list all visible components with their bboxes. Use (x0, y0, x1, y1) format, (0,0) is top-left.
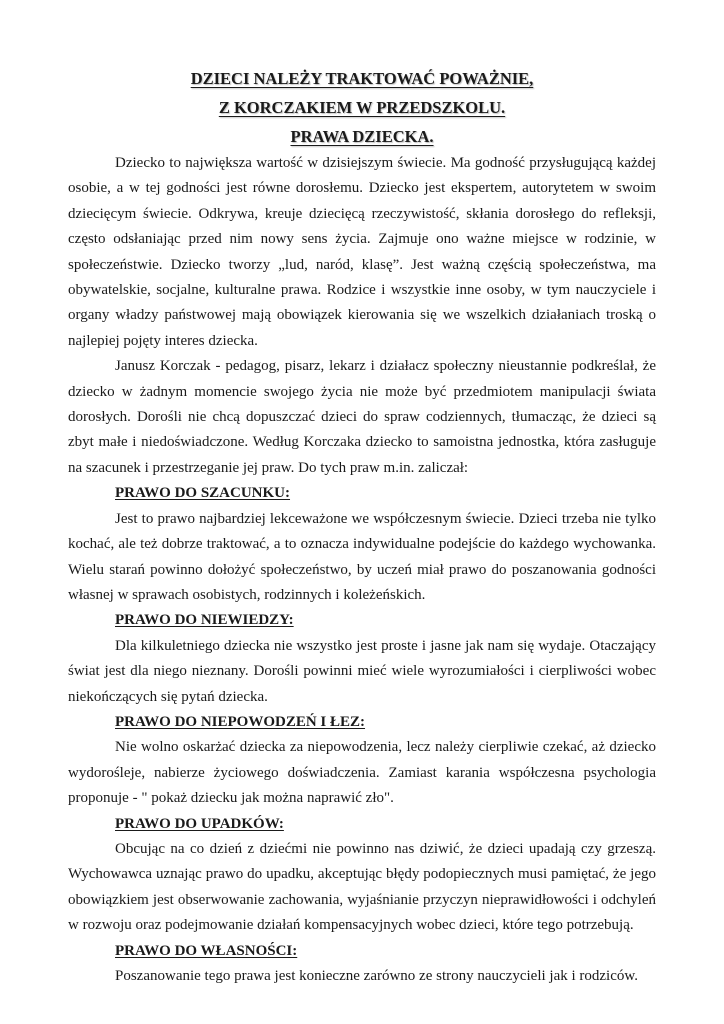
right-heading-failures: PRAWO DO NIEPOWODZEŃ I ŁEZ: (115, 713, 366, 730)
right-text-respect: Jest to prawo najbardziej lekceważone we współczesnym świecie. Dzieci trzeba nie tylko kochać, ale też dobrze traktować, a to oznacza indywidualne podejście do każdego wychowanka. Wielu starań powinno dołożyć społeczeństwo, by uczeń miał prawo do poszanowania godności własnej w sprawach osobistych, rodzinnych i koleżeńskich. (68, 510, 656, 603)
document-title-line-2: Z KORCZAKIEM W PRZEDSZKOLU. (218, 98, 506, 117)
intro-paragraph-1: Dziecko to największa wartość w dzisiejszym świecie. Ma godność przysługującą każdej osobie, a w tej godności jest równe dorosłemu. Dziecko jest ekspertem, autorytetem w swoim dziecięcym świecie. Odkrywa, kreuje dziecięcą rzeczywistość, skłania dorosłego do refleksji, często odsłaniając przed nim nowy sens życia. Zajmuje ono ważne miejsce w rodzinie, w społeczeństwie. Dziecko tworzy „lud, naród, klasę”. Jest ważną częścią społeczeństwa, ma obywatelskie, socjalne, kulturalne prawa. Rodzice i wszystkie inne osoby, w tym nauczyciele i organy władzy państwowej mają obowiązek kierowania się we wszelkich działaniach troską o najlepiej pojęty interes dziecka. (68, 155, 656, 349)
document-title-line-3: PRAWA DZIECKA. (290, 127, 434, 146)
right-text-ignorance: Dla kilkuletniego dziecka nie wszystko jest proste i jasne jak nam się wydaje. Otaczający świat jest dla niego nieznany. Dorośli powinni mieć wiele wyrozumiałości i cierpliwości wobec niekończących się pytań dziecka. (68, 637, 656, 705)
document-title-line-1: DZIECI NALEŻY TRAKTOWAĆ POWAŻNIE, (190, 69, 534, 88)
right-text-property: Poszanowanie tego prawa jest konieczne zarówno ze strony nauczycieli jak i rodziców. (115, 968, 638, 984)
document-page (68, 64, 656, 989)
right-heading-respect: PRAWO DO SZACUNKU: (115, 485, 291, 502)
right-heading-property: PRAWO DO WŁASNOŚCI: (115, 942, 298, 959)
intro-paragraph-2: Janusz Korczak - pedagog, pisarz, lekarz i działacz społeczny nieustannie podkreślał, że dziecko w żadnym momencie swojego życia nie może być przedmiotem manipulacji świata dorosłych. Dorośli nie chcą dopuszczać dzieci do spraw codziennych, tłumacząc, że dzieci są zbyt małe i niedoświadczone. Według Korczaka dziecko to samoistna jednostka, która zasługuje na szacunek i przestrzeganie jej praw. Do tych praw m.in. zaliczał: (68, 358, 656, 476)
right-text-falls: Obcując na co dzień z dziećmi nie powinno nas dziwić, że dzieci upadają czy grzeszą. Wychowawca uznając prawo do upadku, akceptując błędy podopiecznych musi pamiętać, że jego obowiązkiem jest obserwowanie zachowania, wyjaśnianie przyczyn nieprawidłowości i odchyleń w rozwoju oraz podejmowanie działań kompensacyjnych wobec dzieci, które tego potrzebują. (68, 840, 656, 934)
right-heading-ignorance: PRAWO DO NIEWIEDZY: (115, 612, 294, 629)
right-heading-falls: PRAWO DO UPADKÓW: (115, 815, 284, 832)
right-text-failures: Nie wolno oskarżać dziecka za niepowodzenia, lecz należy cierpliwie czekać, aż dziecko wydorośleje, nabierze życiowego doświadczenia. Zamiast karania współczesna psychologia proponuje - " pokaż dziecku jak można naprawić zło". (68, 739, 656, 807)
